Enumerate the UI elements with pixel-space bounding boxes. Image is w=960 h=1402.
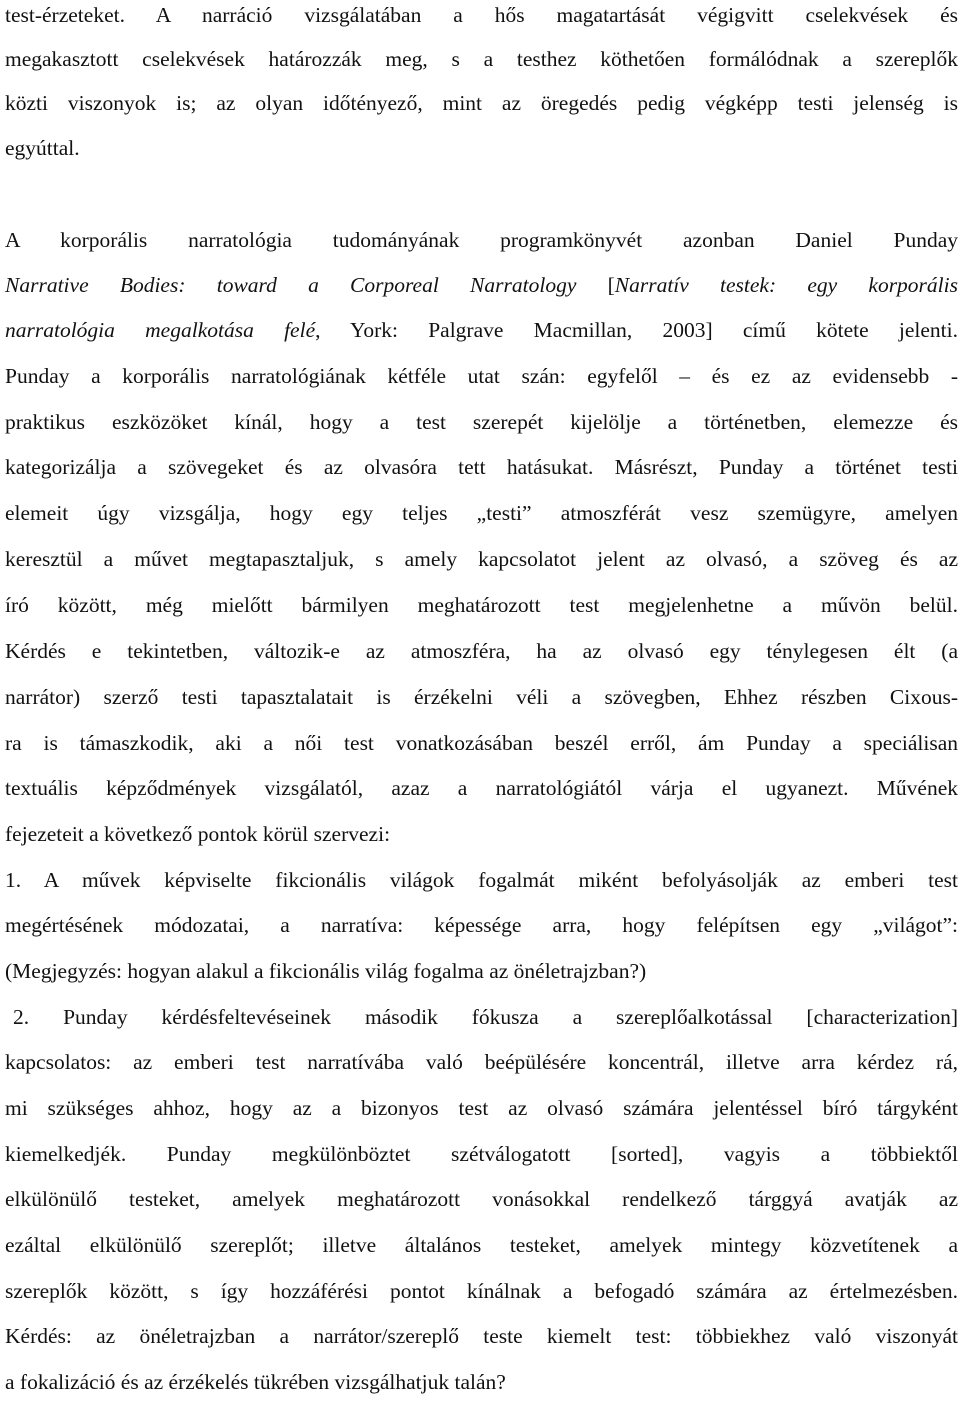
text-line: kiemelkedjék. Punday megkülönböztet szétválogatott [sorted], vagyis a többiektől bbox=[5, 1142, 958, 1166]
text-line: keresztül a művet megtapasztaljuk, s amely kapcsolatot jelent az olvasó, a szöveg és az bbox=[5, 547, 958, 571]
text-line: textuális képződmények vizsgálatól, azaz a narratológiától várja el ugyanezt. Művének bbox=[5, 776, 958, 800]
list-item: 1. A művek képviselte fikcionális világok fogalmát miként befolyásolják az emberi test bbox=[5, 868, 958, 892]
text-line: Kérdés e tekintetben, változik-e az atmoszféra, ha az olvasó egy ténylegesen élt (a bbox=[5, 639, 958, 663]
text-line: megértésének módozatai, a narratíva: képessége arra, hogy felépítsen egy „világot”: bbox=[5, 913, 958, 937]
text-line: Narrative Bodies: toward a Corporeal Narratology [Narratív testek: egy korporális bbox=[5, 273, 958, 297]
text-line: szereplők között, s így hozzáférési pontot kínálnak a befogadó számára az értelmezésben. bbox=[5, 1279, 958, 1303]
text-line: narrátor) szerző testi tapasztalatait is érzékelni véli a szövegben, Ehhez részben Cixous- bbox=[5, 685, 958, 709]
text-line: fejezeteit a következő pontok körül szervezi: bbox=[5, 822, 391, 846]
text-line: ezáltal elkülönülő szereplőt; illetve általános testeket, amelyek mintegy közvetítenek a bbox=[5, 1233, 958, 1257]
text-line: megakasztott cselekvések határozzák meg, s a testhez köthetően formálódnak a szereplők bbox=[5, 47, 958, 71]
text-line: test-érzeteket. A narráció vizsgálatában a hős magatartását végigvitt cselekvések és bbox=[5, 3, 958, 27]
text-line: elkülönülő testeket, amelyek meghatározott vonásokkal rendelkező tárggyá avatják az bbox=[5, 1187, 958, 1211]
text-line: egyúttal. bbox=[5, 136, 80, 160]
text-line: kapcsolatos: az emberi test narratívába való beépülésére koncentrál, illetve arra kérdez rá, bbox=[5, 1050, 958, 1074]
list-item: 2. Punday kérdésfeltevéseinek második fókusza a szereplőalkotással [characterization] bbox=[13, 1005, 958, 1029]
text-line: elemeit úgy vizsgálja, hogy egy teljes „testi” atmoszférát vesz szemügyre, amelyen bbox=[5, 501, 958, 525]
text-line: író között, még mielőtt bármilyen meghatározott test megjelenhetne a művön belül. bbox=[5, 593, 958, 617]
text-line: ra is támaszkodik, aki a női test vonatkozásában beszél erről, ám Punday a speciálisan bbox=[5, 731, 958, 755]
text-line: Kérdés: az önéletrajzban a narrátor/szereplő teste kiemelt test: többiekhez való viszonyát bbox=[5, 1324, 958, 1348]
text-line: mi szükséges ahhoz, hogy az a bizonyos test az olvasó számára jelentéssel bíró tárgyként bbox=[5, 1096, 958, 1120]
text-line: közti viszonyok is; az olyan időtényező, mint az öregedés pedig végképp testi jelenség is bbox=[5, 91, 958, 115]
text-line: (Megjegyzés: hogyan alakul a fikcionális világ fogalma az önéletrajzban?) bbox=[5, 959, 647, 983]
text-line: kategorizálja a szövegeket és az olvasóra tett hatásukat. Másrészt, Punday a történet testi bbox=[5, 455, 958, 479]
text-line: a fokalizáció és az érzékelés tükrében vizsgálhatjuk talán? bbox=[5, 1370, 506, 1394]
text-line: narratológia megalkotása felé, York: Palgrave Macmillan, 2003] című kötete jelenti. bbox=[5, 318, 958, 342]
text-line: Punday a korporális narratológiának kétféle utat szán: egyfelől – és ez az evidensebb - bbox=[5, 364, 958, 388]
text-line: A korporális narratológia tudományának programkönyvét azonban Daniel Punday bbox=[5, 228, 958, 252]
text-line: praktikus eszközöket kínál, hogy a test szerepét kijelölje a történetben, elemezze és bbox=[5, 410, 958, 434]
